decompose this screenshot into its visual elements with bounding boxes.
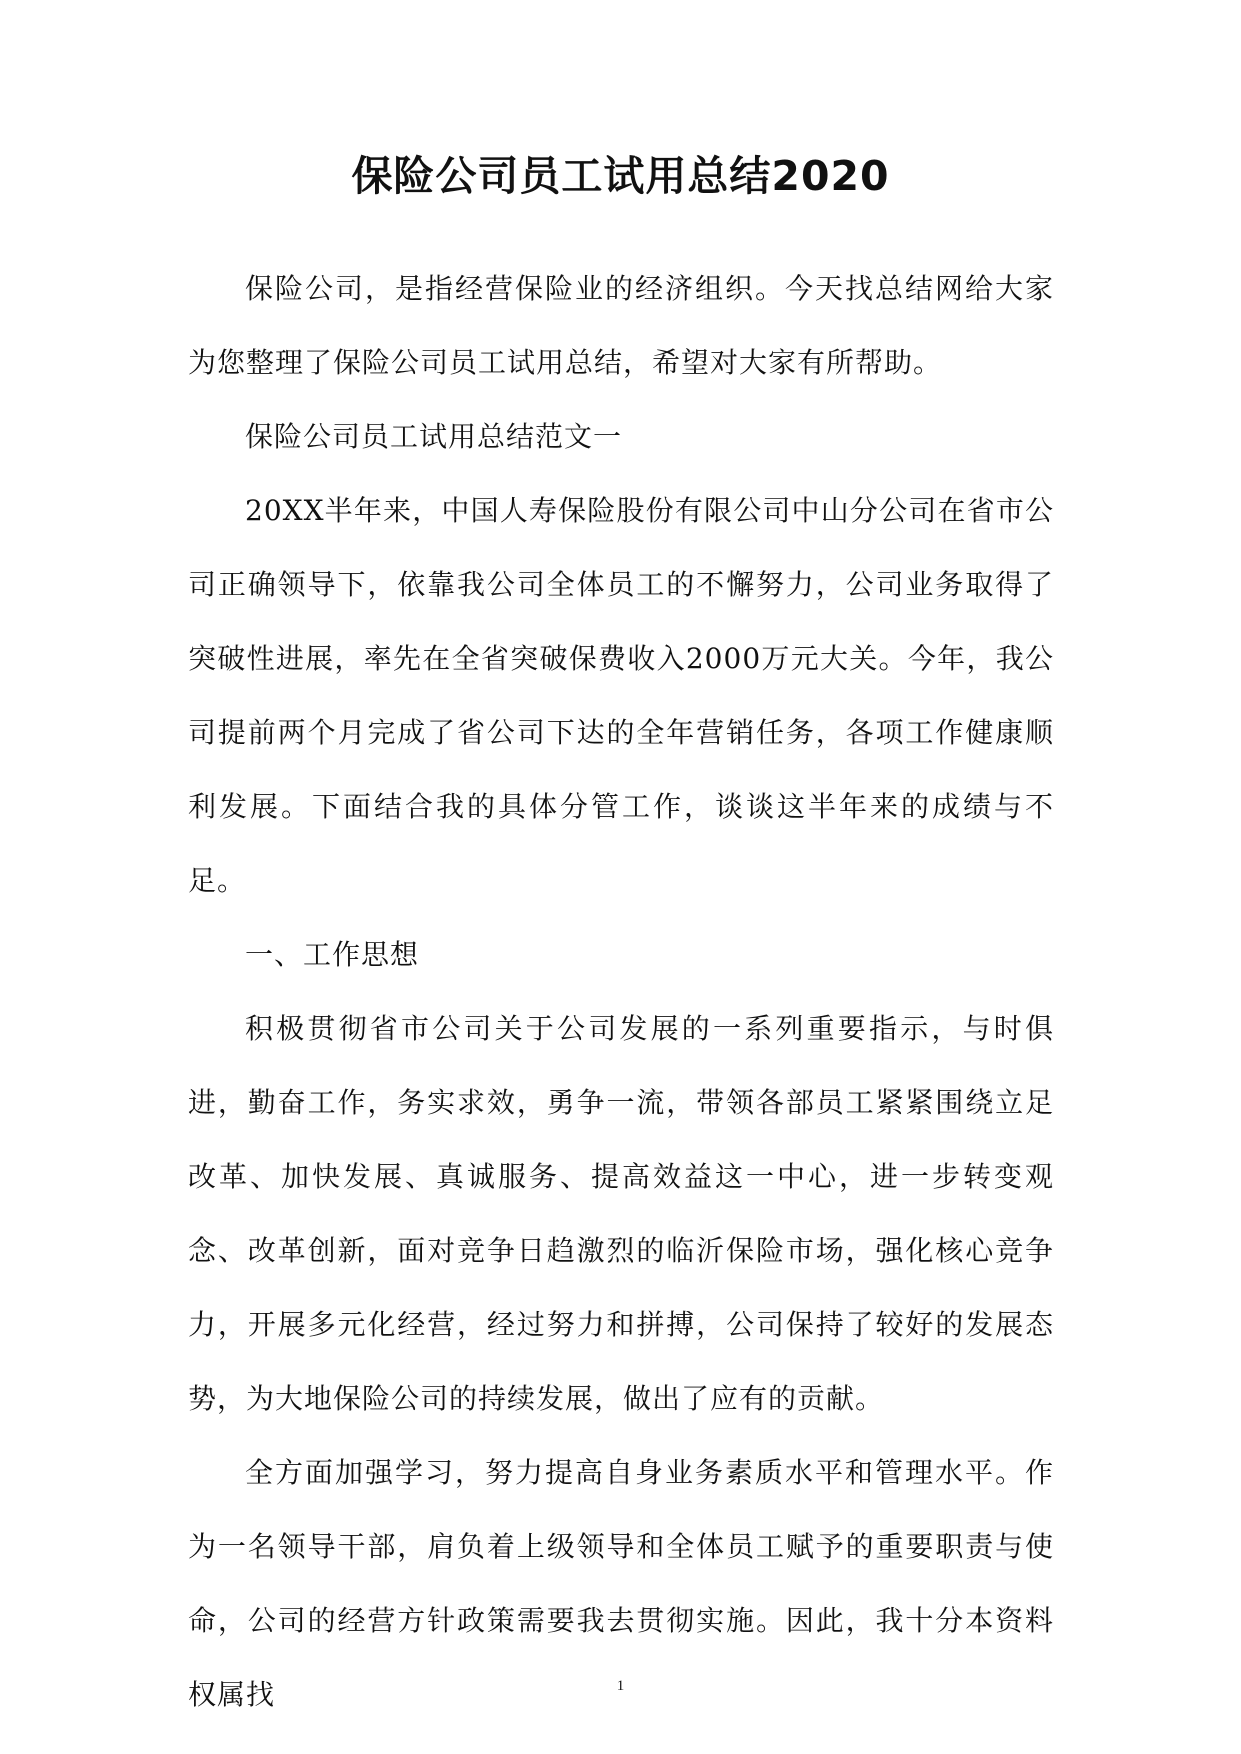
document-body <box>188 252 1054 1732</box>
page-number: 1 <box>616 1678 625 1694</box>
paragraph-work-thinking: 积极贯彻省市公司关于公司发展的一系列重要指示，与时俱进，勤奋工作，务实求效，勇争一流，带领各部员工紧紧围绕立足改革、加快发展、真诚服务、提高效益这一中心，进一步转变观念、改革创新，面对竞争日趋激烈的临沂保险市场，强化核心竞争力，开展多元化经营，经过努力和拼搏，公司保持了较好的发展态势，为大地保险公司的持续发展，做出了应有的贡献。 <box>188 1012 1054 1415</box>
paragraph-learning: 全方面加强学习，努力提高自身业务素质水平和管理水平。作为一名领导干部，肩负着上级领导和全体员工赋予的重要职责与使命，公司的经营方针政策需要我去贯彻实施。因此，我十分本资料权属找 <box>188 1456 1054 1711</box>
document-title: 保险公司员工试用总结2020 <box>351 152 890 200</box>
paragraph-intro: 保险公司，是指经营保险业的经济组织。今天找总结网给大家为您整理了保险公司员工试用总结，希望对大家有所帮助。 <box>188 272 1054 379</box>
paragraph-section-heading: 一、工作思想 <box>245 938 420 971</box>
paragraph-summary: 20XX半年来，中国人寿保险股份有限公司中山分公司在省市公司正确领导下，依靠我公司全体员工的不懈努力，公司业务取得了突破性进展，率先在全省突破保费收入2000万元大关。今年，我公司提前两个月完成了省公司下达的全年营销任务，各项工作健康顺利发展。下面结合我的具体分管工作，谈谈这半年来的成绩与不足。 <box>188 494 1054 897</box>
paragraph-sample-heading: 保险公司员工试用总结范文一 <box>245 420 623 453</box>
